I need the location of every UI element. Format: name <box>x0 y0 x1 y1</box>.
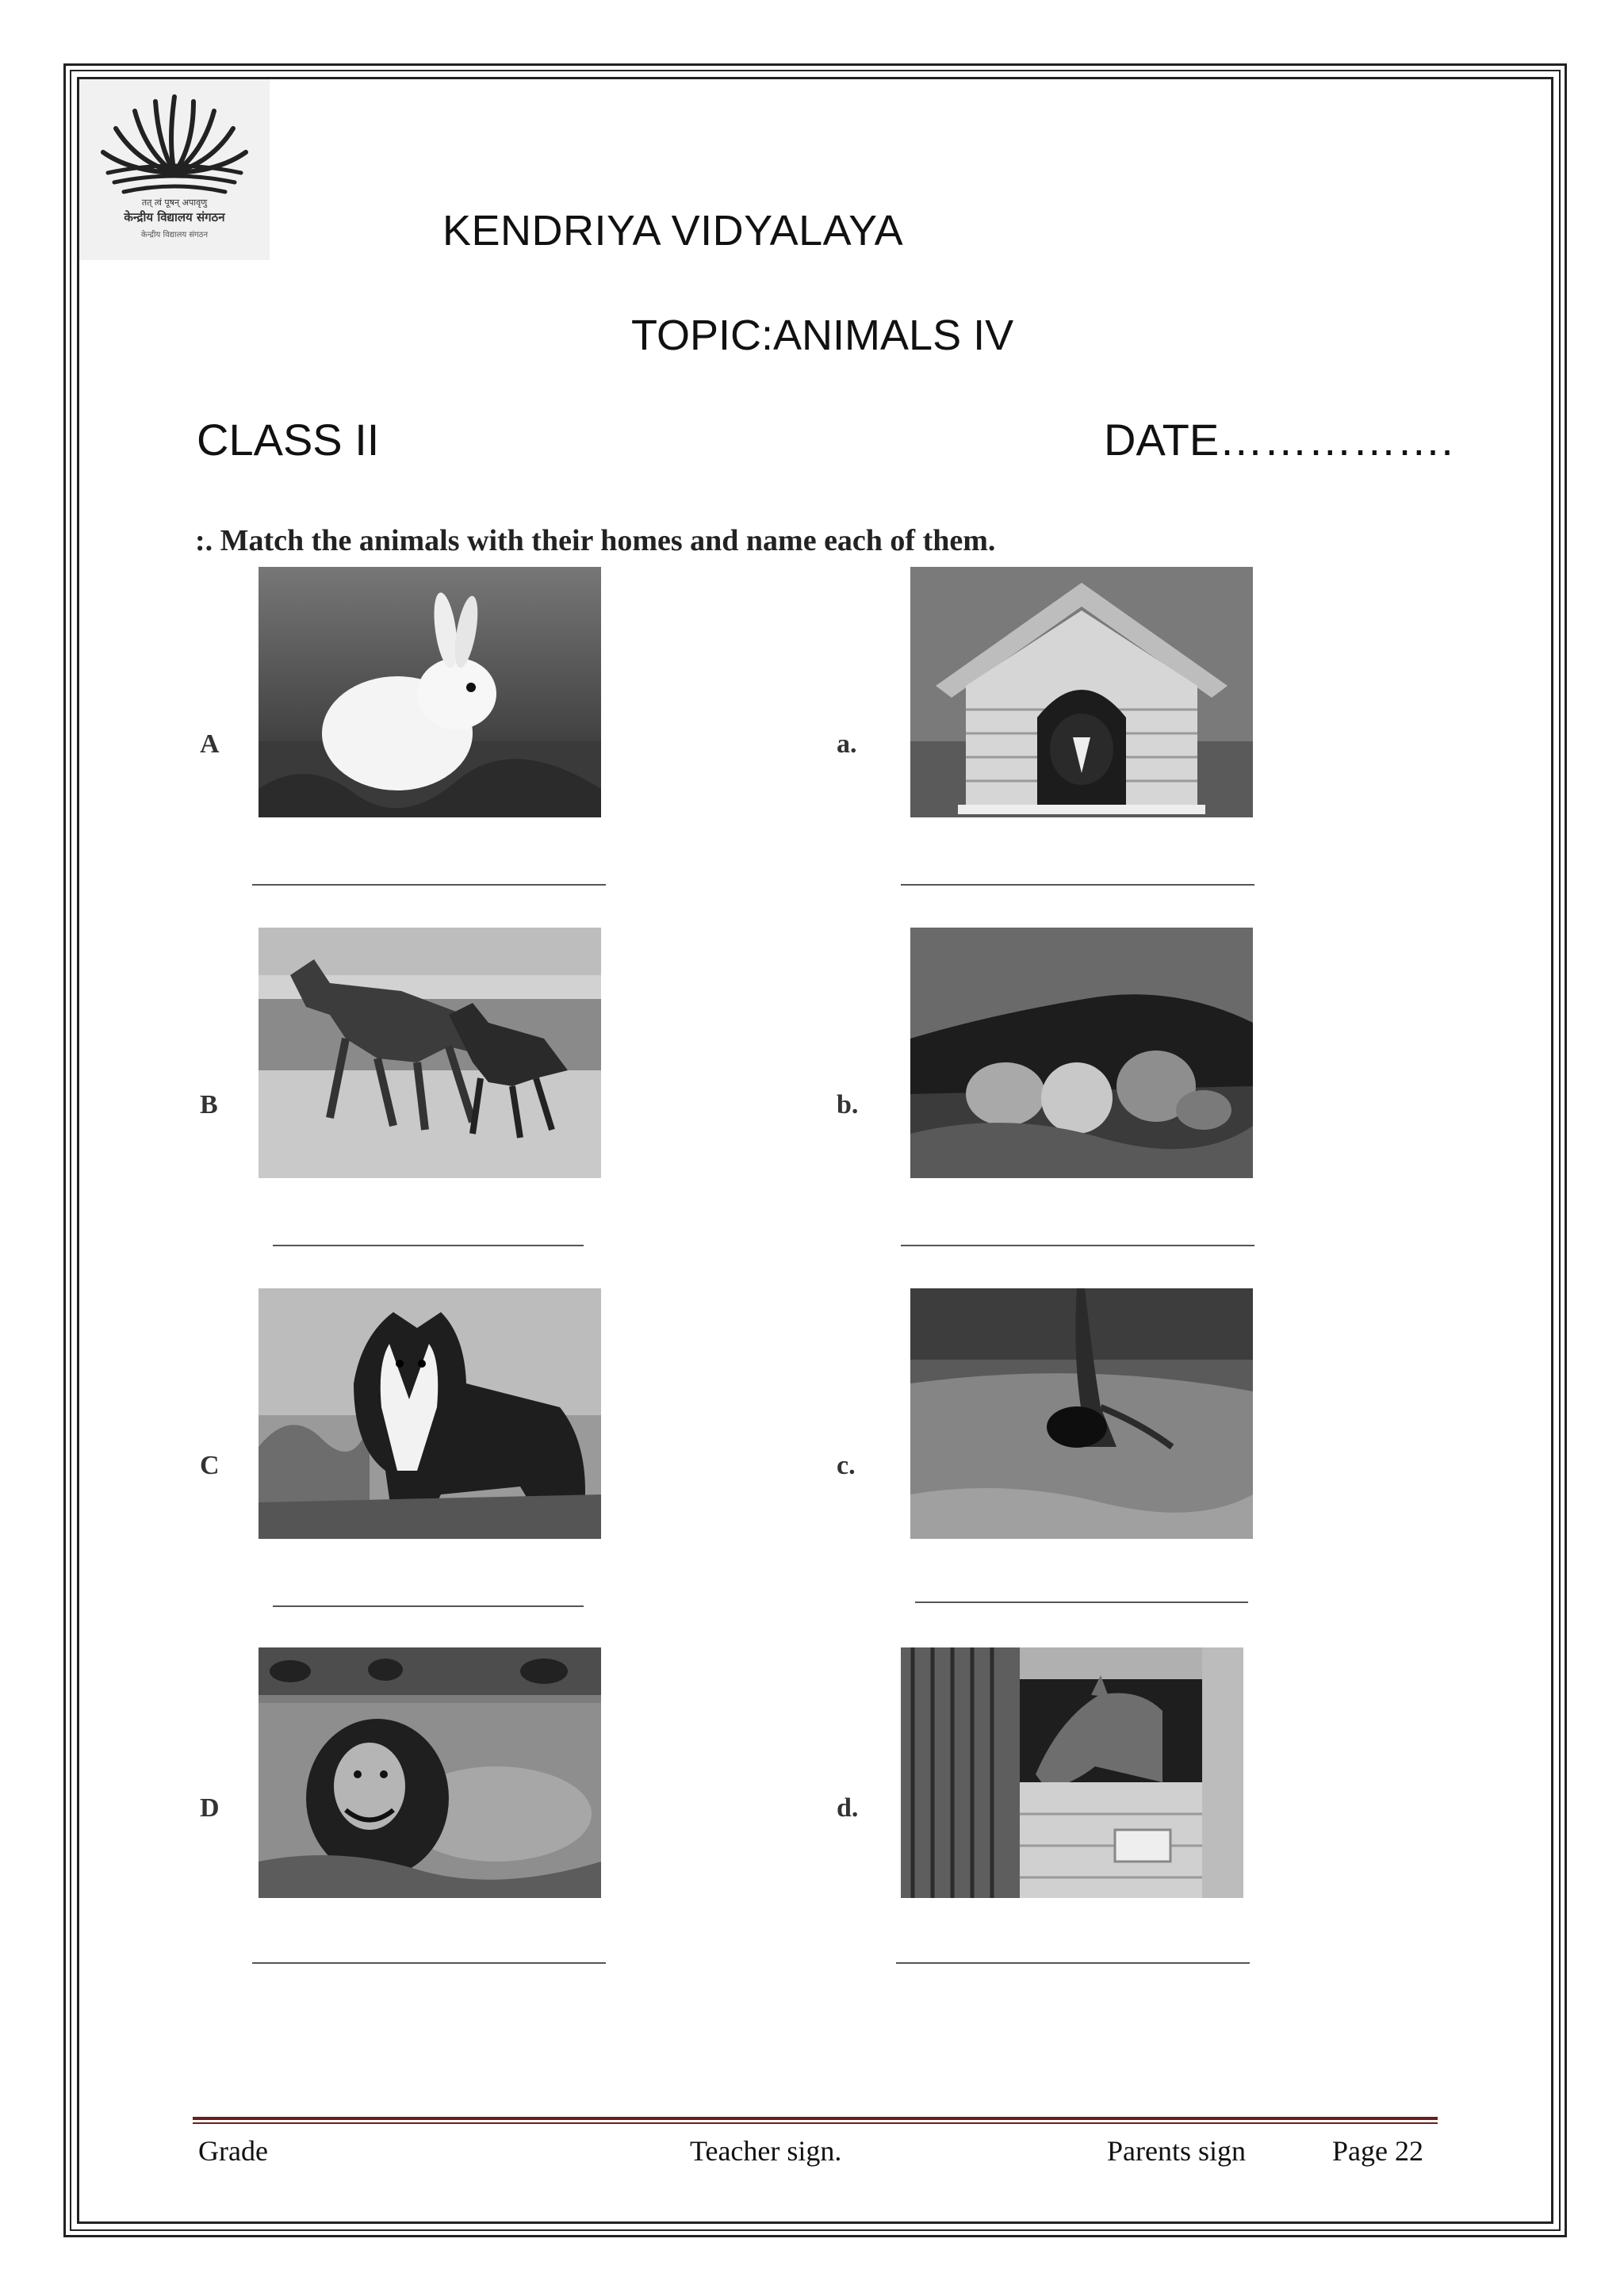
burrow-image <box>910 1288 1253 1539</box>
school-name: KENDRIYA VIDYALAYA <box>442 207 904 254</box>
footer-parents-sign: Parents sign <box>1107 2135 1246 2167</box>
lion-image <box>259 1647 601 1898</box>
animal-letter-a: A <box>200 729 220 759</box>
question-instruction <box>195 523 995 558</box>
question-number: :. <box>195 524 213 557</box>
answer-line-a[interactable] <box>252 884 606 886</box>
animal-letter-b: B <box>200 1090 218 1119</box>
dog-image <box>259 1288 601 1539</box>
home-letter-c: c. <box>837 1451 856 1480</box>
answer-line-home-d[interactable] <box>896 1962 1250 1964</box>
date-field[interactable]: DATE……………. <box>1104 415 1454 465</box>
sun-rays-icon <box>79 79 270 198</box>
animal-letter-c: C <box>200 1451 220 1480</box>
stable-image <box>901 1647 1243 1898</box>
question-text: Match the animals with their homes and name each of them. <box>220 524 996 557</box>
class-label: CLASS II <box>197 415 380 465</box>
answer-line-home-a[interactable] <box>901 884 1254 886</box>
topic-title: TOPIC:ANIMALS IV <box>631 312 1014 359</box>
footer-teacher-sign: Teacher sign. <box>690 2135 842 2167</box>
home-letter-b: b. <box>837 1090 859 1119</box>
logo-subtitle: केन्द्रीय विद्यालय संगठन <box>140 231 209 239</box>
kennel-image <box>910 567 1253 817</box>
footer-rule <box>193 2117 1438 2120</box>
answer-line-home-b[interactable] <box>901 1245 1254 1246</box>
logo-motto: तत् त्वं पूषन् अपावृणु <box>141 197 208 208</box>
logo-title: केन्द्रीय विद्यालय संगठन <box>124 210 225 224</box>
home-letter-a: a. <box>837 729 857 759</box>
animal-letter-d: D <box>200 1793 220 1823</box>
home-letter-d: d. <box>837 1793 859 1823</box>
footer-rule-thin <box>193 2122 1438 2124</box>
horses-running-image <box>259 928 601 1178</box>
kv-logo <box>79 79 270 260</box>
answer-line-b[interactable] <box>273 1245 584 1246</box>
footer-grade: Grade <box>198 2135 268 2167</box>
den-image <box>910 928 1253 1178</box>
rabbit-image <box>259 567 601 817</box>
answer-line-d[interactable] <box>252 1962 606 1964</box>
answer-line-home-c[interactable] <box>915 1601 1248 1603</box>
answer-line-c[interactable] <box>273 1605 584 1607</box>
footer-page-number: Page 22 <box>1332 2135 1423 2167</box>
